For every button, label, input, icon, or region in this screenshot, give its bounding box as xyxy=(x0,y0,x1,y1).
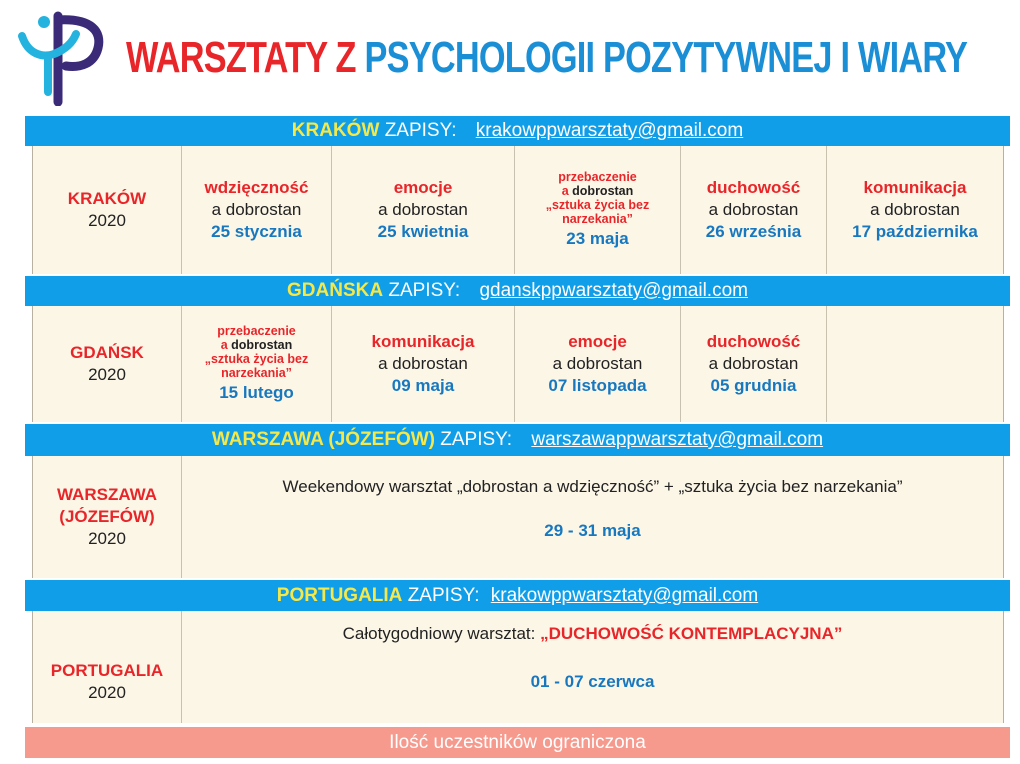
workshop-line3: „sztuka życia bez xyxy=(545,198,650,212)
workshop-date: 07 listopada xyxy=(548,376,647,395)
empty-cell xyxy=(826,306,1003,422)
bar-zapisy: ZAPISY: xyxy=(384,120,457,141)
workshop-cell xyxy=(181,306,331,422)
city-cell xyxy=(33,611,181,723)
workshop-sub: a dobrostan xyxy=(552,354,643,373)
workshop-cell xyxy=(514,306,680,422)
city-year: 2020 xyxy=(88,683,126,702)
gdansk-signup-bar xyxy=(25,276,1010,306)
bar-zapisy: ZAPISY: xyxy=(440,429,513,450)
workshop-sub: a dobrostan xyxy=(378,354,468,373)
workshop-topic: duchowość xyxy=(706,332,801,351)
workshop-cell xyxy=(331,146,514,274)
bar-city: GDAŃSKA xyxy=(287,280,384,301)
bar-zapisy: ZAPISY: xyxy=(407,585,480,606)
workshop-cell xyxy=(181,146,331,274)
city-cell xyxy=(33,306,181,422)
warszawa-row xyxy=(32,456,1004,578)
workshop-topic: komunikacja xyxy=(371,332,475,351)
title-blue: PSYCHOLOGII POZYTYWNEJ I WIARY xyxy=(364,33,968,82)
city-name: KRAKÓW xyxy=(67,189,147,208)
workshop-line2b: dobrostan xyxy=(572,184,634,198)
workshop-line1: przebaczenie xyxy=(217,324,296,338)
workshop-date: 15 lutego xyxy=(219,383,294,402)
workshop-date: 25 kwietnia xyxy=(377,222,469,241)
workshop-cell-wide xyxy=(181,611,1003,723)
workshop-topic: komunikacja xyxy=(863,178,967,197)
workshop-sub: a dobrostan xyxy=(708,354,799,373)
warszawa-email-link[interactable]: warszawappwarsztaty@gmail.com xyxy=(531,429,824,450)
city-cell xyxy=(33,456,181,578)
workshop-topic: emocje xyxy=(568,332,627,351)
workshop-description: Całotygodniowy warsztat: xyxy=(342,624,536,643)
workshop-topic: wdzięczność xyxy=(204,178,309,197)
workshop-date: 01 - 07 czerwca xyxy=(530,672,655,691)
workshop-date: 29 - 31 maja xyxy=(544,521,641,540)
workshop-line4: narzekania” xyxy=(221,366,292,380)
bar-city: PORTUGALIA xyxy=(276,585,403,606)
footer-banner: Ilość uczestników ograniczona xyxy=(25,727,1010,758)
workshop-cell xyxy=(331,306,514,422)
workshop-date: 23 maja xyxy=(566,229,629,248)
workshop-date: 05 grudnia xyxy=(710,376,797,395)
city-name: WARSZAWA xyxy=(56,485,158,504)
workshop-line2a: a xyxy=(561,184,569,198)
city-name-sub: (JÓZEFÓW) xyxy=(59,507,155,526)
krakow-row xyxy=(32,146,1004,274)
workshop-cell xyxy=(826,146,1003,274)
city-year: 2020 xyxy=(88,211,126,230)
krakow-signup-bar xyxy=(25,116,1010,146)
gdansk-email-link[interactable]: gdanskppwarsztaty@gmail.com xyxy=(479,280,748,301)
workshop-sub: a dobrostan xyxy=(211,200,302,219)
workshop-sub: a dobrostan xyxy=(870,200,960,219)
portugalia-signup-bar xyxy=(25,580,1010,611)
workshop-line4: narzekania” xyxy=(562,212,633,226)
workshop-topic: emocje xyxy=(393,178,453,197)
warszawa-signup-bar xyxy=(25,424,1010,456)
bar-city: KRAKÓW xyxy=(291,120,380,141)
workshop-date: 25 stycznia xyxy=(211,222,302,241)
city-year: 2020 xyxy=(88,529,126,548)
workshop-sub: a dobrostan xyxy=(378,200,468,219)
logo-icon xyxy=(14,10,110,106)
workshop-line2b: dobrostan xyxy=(231,338,293,352)
workshop-line3: „sztuka życia bez xyxy=(204,352,309,366)
workshop-highlight: „DUCHOWOŚĆ KONTEMPLACYJNA” xyxy=(540,624,843,643)
portugalia-email-link[interactable]: krakowppwarsztaty@gmail.com xyxy=(490,585,759,606)
page-title xyxy=(126,28,967,88)
workshop-line1: przebaczenie xyxy=(558,170,637,184)
city-cell xyxy=(33,146,181,274)
workshop-cell-wide xyxy=(181,456,1003,578)
workshop-cell xyxy=(514,146,680,274)
workshop-date: 17 października xyxy=(852,222,978,241)
workshop-date: 09 maja xyxy=(391,376,455,395)
city-year: 2020 xyxy=(88,365,126,384)
workshop-cell xyxy=(680,306,826,422)
bar-city: WARSZAWA (JÓZEFÓW) xyxy=(211,429,435,450)
krakow-email-link[interactable]: krakowppwarsztaty@gmail.com xyxy=(475,120,744,141)
city-name: PORTUGALIA xyxy=(50,661,164,680)
portugalia-row xyxy=(32,611,1004,723)
workshop-date: 26 września xyxy=(705,222,802,241)
gdansk-row xyxy=(32,306,1004,422)
title-red: WARSZTATY Z xyxy=(126,33,356,82)
workshop-description: Weekendowy warsztat „dobrostan a wdzięczność” + „sztuka życia bez narzekania” xyxy=(282,477,903,496)
workshop-sub: a dobrostan xyxy=(708,200,799,219)
workshop-cell xyxy=(680,146,826,274)
workshop-topic: duchowość xyxy=(706,178,801,197)
city-name: GDAŃSK xyxy=(70,343,144,362)
bar-zapisy: ZAPISY: xyxy=(388,280,461,301)
workshop-line2a: a xyxy=(220,338,228,352)
